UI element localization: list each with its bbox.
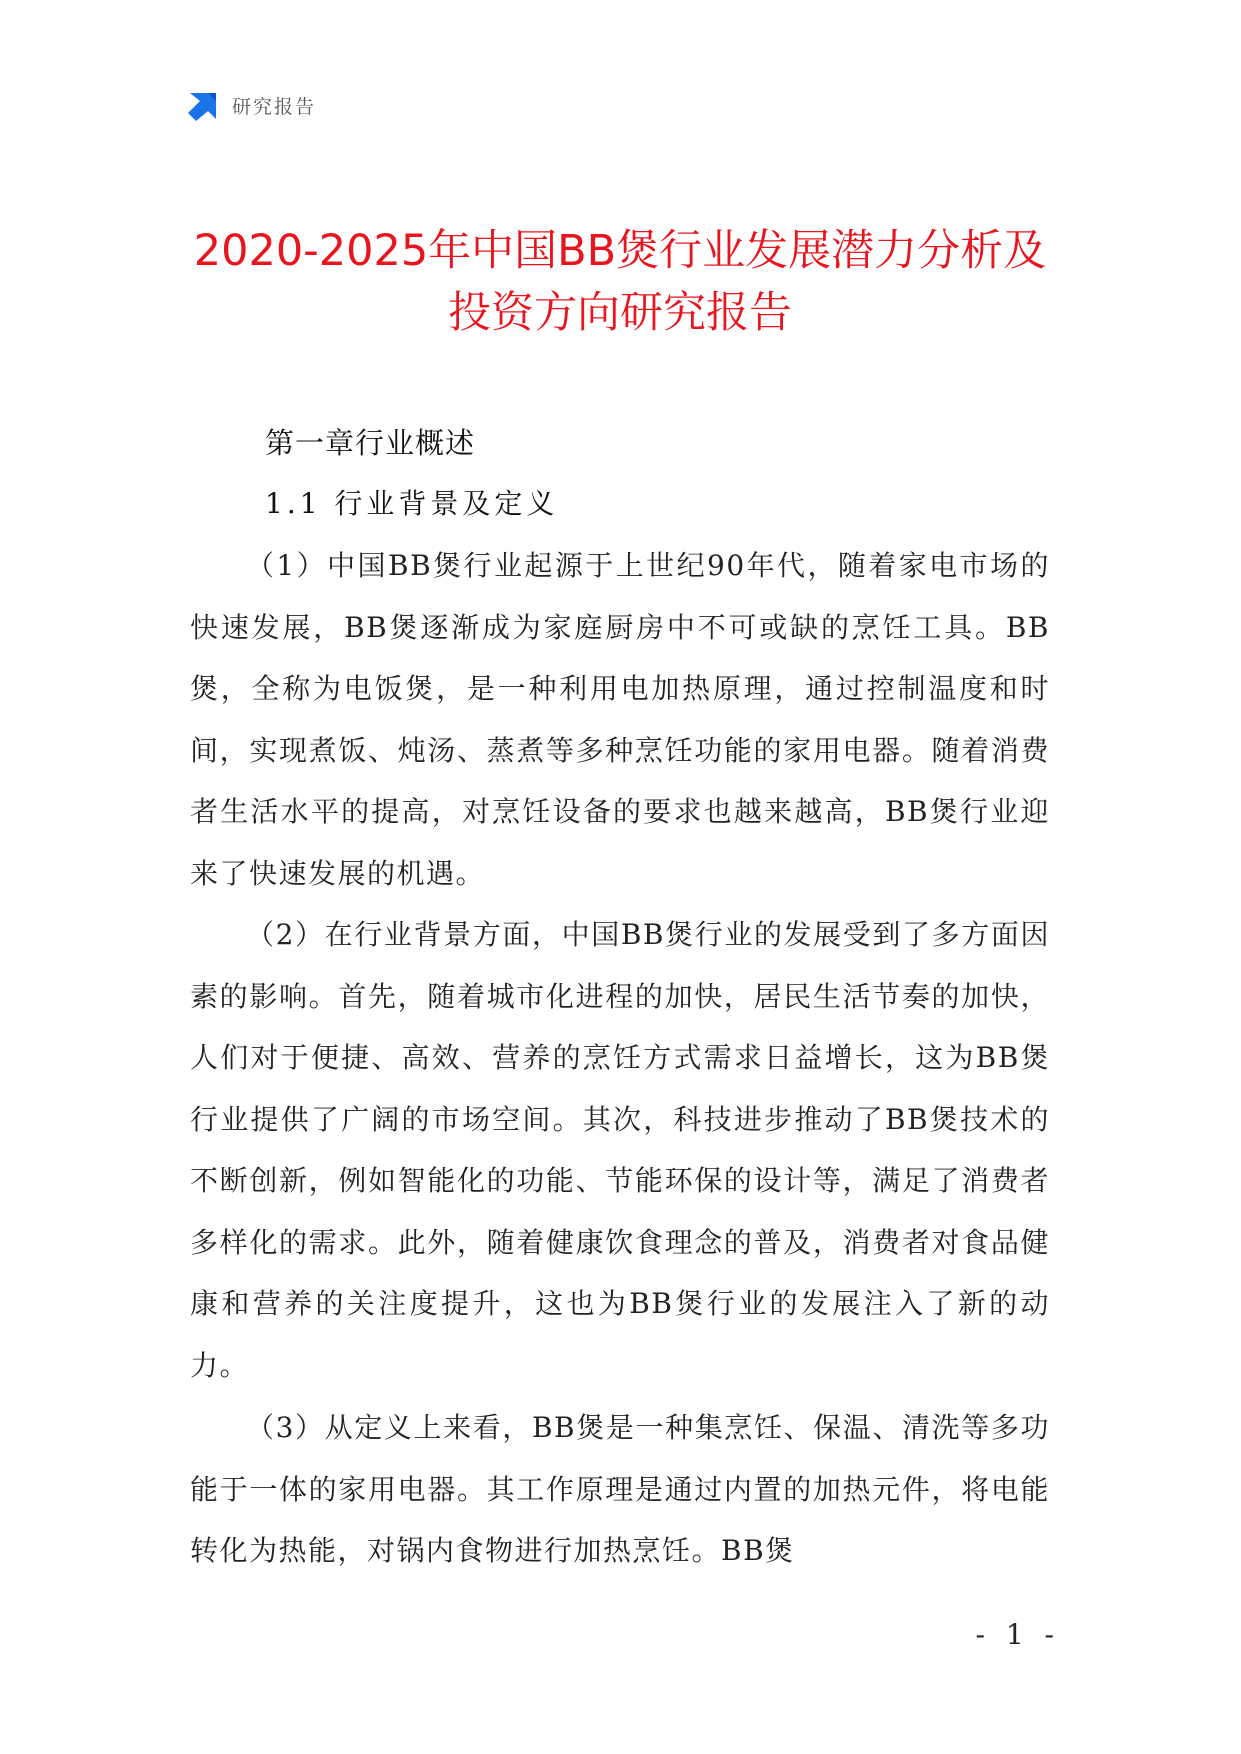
section-heading: 1.1 行业背景及定义 [265, 487, 559, 520]
paragraph-1: （1）中国BB煲行业起源于上世纪90年代，随着家电市场的快速发展，BB煲逐渐成为家庭厨房中不可或缺的烹饪工具。BB煲，全称为电饭煲，是一种利用电加热原理，通过控制温度和时间，实现煮饭、炖汤、蒸煮等多种烹饪功能的家用电器。随着消费者生活水平的提高，对烹饪设备的要求也越来越高，BB煲行业迎来了快速发展的机遇。 [190, 549, 1050, 890]
title-line-1: 2020-2025年中国BB煲行业发展潜力分析及 [193, 226, 1047, 276]
title-line-2: 投资方向研究报告 [448, 288, 792, 338]
page-number: - 1 - [975, 1618, 1060, 1651]
arrow-logo-icon [188, 89, 220, 121]
report-title [150, 220, 1090, 344]
header [188, 88, 316, 122]
paragraph-3: （3）从定义上来看，BB煲是一种集烹饪、保温、清洗等多功能于一体的家用电器。其工作原理是通过内置的加热元件，将电能转化为热能，对锅内食物进行加热烹饪。BB煲 [190, 1411, 1050, 1567]
paragraph-2: （2）在行业背景方面，中国BB煲行业的发展受到了多方面因素的影响。首先，随着城市化进程的加快，居民生活节奏的加快，人们对于便捷、高效、营养的烹饪方式需求日益增长，这为BB煲行业提供了广阔的市场空间。其次，科技进步推动了BB煲技术的不断创新，例如智能化的功能、节能环保的设计等，满足了消费者多样化的需求。此外，随着健康饮食理念的普及，消费者对食品健康和营养的关注度提升，这也为BB煲行业的发展注入了新的动力。 [190, 918, 1050, 1382]
chapter-heading: 第一章行业概述 [265, 426, 476, 460]
header-label: 研究报告 [232, 95, 317, 118]
